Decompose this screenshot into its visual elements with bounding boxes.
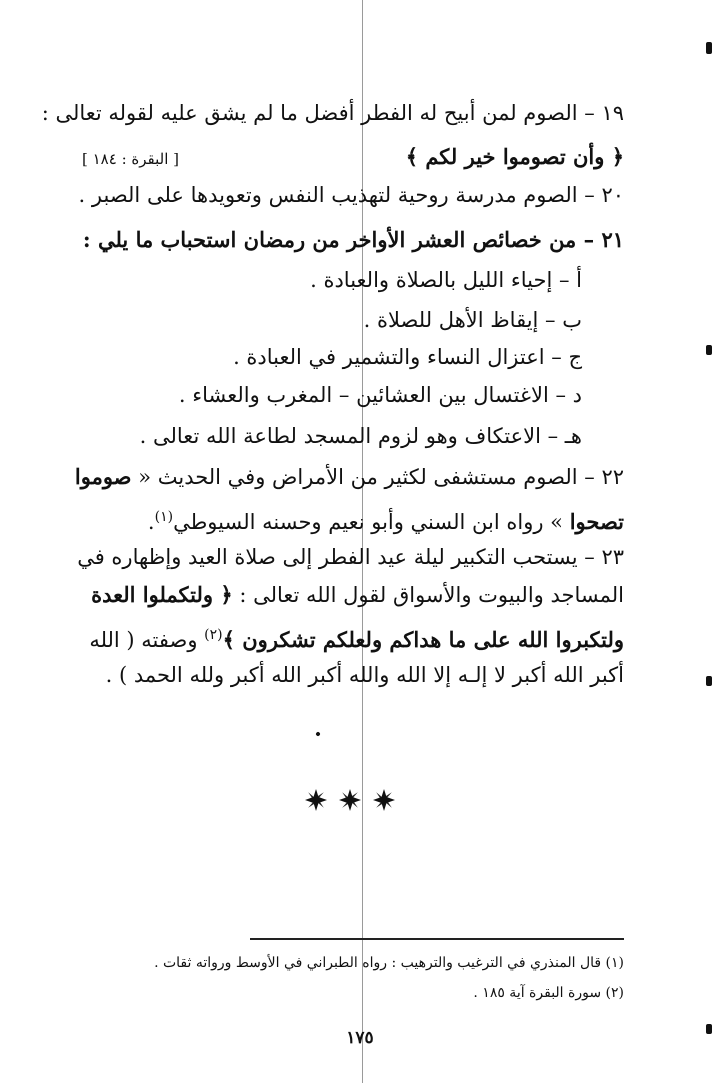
item-21-heading: ٢١ – من خصائص العشر الأواخر من رمضان استحباب ما يلي : bbox=[82, 227, 624, 252]
item-21-c: ج – اعتزال النساء والتشمير في العبادة . bbox=[233, 345, 582, 369]
footnote-separator bbox=[250, 938, 624, 940]
item-19-line-2 bbox=[406, 142, 624, 172]
item-23-line-4: أكبر الله أكبر لا إلـه إلا الله والله أكبر الله أكبر ولله الحمد ) . bbox=[105, 663, 624, 687]
footnote-1: (١) قال المنذري في الترغيب والترهيب : رواه الطبراني في الأوسط ورواته ثقات . bbox=[154, 955, 624, 971]
item-19-line-1: ١٩ – الصوم لمن أبيح له الفطر أفضل ما لم يشق عليه لقوله تعالى : bbox=[41, 101, 624, 125]
item-21-d: د – الاغتسال بين العشائين – المغرب والعشاء . bbox=[178, 383, 582, 407]
footnote-ref-1: (١) bbox=[154, 509, 174, 525]
item-22-line-1 bbox=[75, 462, 624, 492]
hadith-text-2: تصحوا bbox=[569, 509, 624, 534]
quran-verse: ﴿ وأن تصوموا خير لكم ﴾ bbox=[405, 144, 624, 169]
margin-mark-right-top bbox=[706, 42, 712, 54]
item-23-line-3 bbox=[89, 620, 624, 655]
item-22-text: ٢٢ – الصوم مستشفى لكثير من الأمراض وفي الحديث « bbox=[131, 465, 624, 489]
item-21-b: ب – إيقاظ الأهل للصلاة . bbox=[363, 308, 582, 332]
margin-mark-right-bottom bbox=[706, 1024, 712, 1034]
star-ornament-icon bbox=[372, 788, 396, 812]
item-22-source: » رواه ابن السني وأبو نعيم وحسنه السيوطي bbox=[173, 510, 570, 534]
takbir-intro: وصفته ( الله bbox=[89, 628, 205, 652]
item-21-a: أ – إحياء الليل بالصلاة والعبادة . bbox=[310, 268, 582, 292]
item-20: ٢٠ – الصوم مدرسة روحية لتهذيب النفس وتعويدها على الصبر . bbox=[78, 183, 624, 207]
margin-mark-right-low bbox=[706, 676, 712, 686]
section-ornament bbox=[300, 788, 400, 818]
item-22-line-2 bbox=[148, 502, 624, 537]
quran-verse-2-part-2: ولتكبروا الله على ما هداكم ولعلكم تشكرون ﴾ bbox=[222, 627, 624, 652]
item-23-text: المساجد والبيوت والأسواق لقول الله تعالى : bbox=[232, 583, 624, 607]
stray-mark bbox=[315, 731, 321, 737]
item-23-line-2 bbox=[91, 580, 624, 610]
footnote-ref-2: (٢) bbox=[204, 627, 223, 643]
margin-mark-right-mid bbox=[706, 345, 712, 355]
footnote-2: (٢) سورة البقرة آية ١٨٥ . bbox=[473, 985, 624, 1001]
verse-reference: [ البقرة : ١٨٤ ] bbox=[82, 150, 179, 168]
quran-verse-2-part-1: ﴿ ولتكملوا العدة bbox=[91, 582, 233, 607]
item-21-e: هـ – الاعتكاف وهو لزوم المسجد لطاعة الله تعالى . bbox=[139, 424, 582, 448]
star-ornament-icon bbox=[304, 788, 328, 812]
item-22-end: . bbox=[147, 510, 155, 534]
hadith-text-1: صوموا bbox=[74, 464, 132, 489]
item-23-line-1: ٢٣ – يستحب التكبير ليلة عيد الفطر إلى صلاة العيد وإظهاره في bbox=[77, 545, 624, 569]
page-number: ١٧٥ bbox=[346, 1028, 374, 1048]
star-ornament-icon bbox=[338, 788, 362, 812]
